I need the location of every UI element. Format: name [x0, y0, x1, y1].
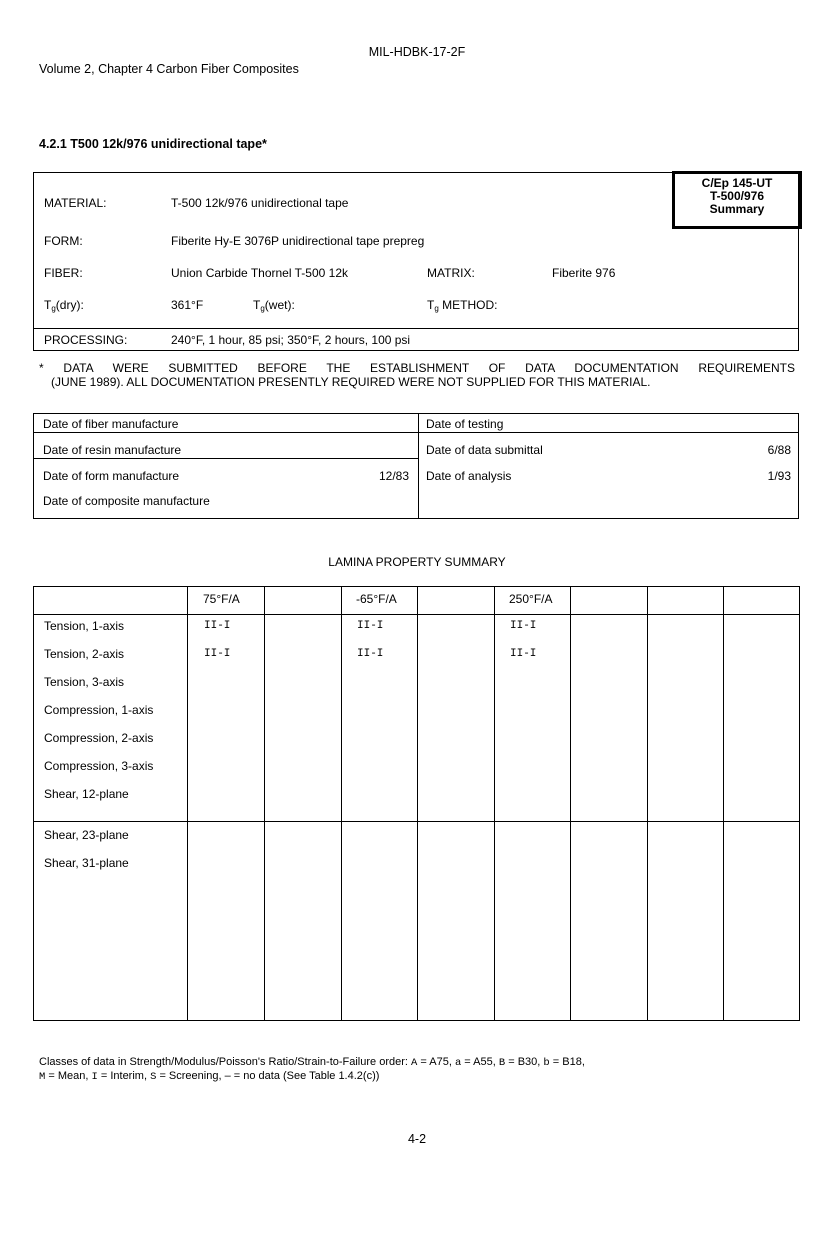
- form-value: Fiberite Hy-E 3076P unidirectional tape prepreg: [171, 234, 425, 248]
- fiber-label: FIBER:: [44, 266, 83, 280]
- lamina-col-line: [417, 587, 418, 821]
- lamina-col-line: [647, 587, 648, 821]
- lamina-col-line: [570, 821, 571, 1020]
- lamina-col-line: [723, 587, 724, 821]
- cell-tension-1-250F: II-I: [510, 620, 537, 632]
- matrix-label: MATRIX:: [427, 266, 475, 280]
- data-classes-footnote: Classes of data in Strength/Modulus/Poisson's Ratio/Strain-to-Failure order: A = A75, a = A55, B = B30, b = B18, M = Mean, I = Interim, S = Screening, – = no data (See Table 1.4.2(c)): [39, 1056, 585, 1083]
- material-value: T-500 12k/976 unidirectional tape: [171, 196, 349, 210]
- cell-tension-1-75F: II-I: [204, 620, 231, 632]
- lamina-table-lower: [33, 821, 800, 1021]
- fiber-value: Union Carbide Thornel T-500 12k: [171, 266, 348, 280]
- lamina-col-line: [494, 821, 495, 1020]
- tg-dry-label: $T_g(dry)$:: [44, 298, 84, 313]
- lamina-col-line: [264, 587, 265, 821]
- date-testing-label: Date of testing: [426, 417, 504, 431]
- dates-row-line: [34, 432, 798, 433]
- row-shear-12-plane: Shear, 12-plane: [44, 787, 129, 801]
- tg-wet-label: $T_g(wet)$:: [253, 298, 295, 313]
- lamina-col-line: [187, 587, 188, 821]
- row-tension-3-axis: Tension, 3-axis: [44, 675, 125, 689]
- lamina-col-line: [417, 821, 418, 1020]
- lamina-col-line: [264, 821, 265, 1020]
- dates-divider: [418, 414, 419, 518]
- lamina-col-line: [723, 821, 724, 1020]
- condition-250F-header: 250°F/A: [509, 592, 553, 606]
- dates-row-line: [34, 458, 418, 459]
- note-line-1: * DATA WERE SUBMITTED BEFORE THE ESTABLISHMENT OF DATA DOCUMENTATION REQUIREMENTS: [39, 361, 795, 375]
- material-id-line-3: Summary: [709, 202, 765, 216]
- condition-minus65F-header: -65°F/A: [356, 592, 397, 606]
- cell-tension-2-minus65F: II-I: [357, 648, 384, 660]
- date-resin-label: Date of resin manufacture: [43, 443, 182, 457]
- lamina-col-line: [187, 821, 188, 1020]
- document-id: MIL-HDBK-17-2F: [368, 45, 466, 59]
- lamina-col-line: [341, 821, 342, 1020]
- documentation-note: [39, 361, 795, 389]
- lamina-col-line: [570, 587, 571, 821]
- volume-chapter: Volume 2, Chapter 4 Carbon Fiber Composites: [39, 62, 299, 76]
- processing-divider: [34, 328, 798, 329]
- material-id-line-1: C/Ep 145-UT: [701, 176, 773, 190]
- date-submittal-label: Date of data submittal: [426, 443, 543, 457]
- cell-tension-2-75F: II-I: [204, 648, 231, 660]
- lamina-header-line: [34, 614, 799, 615]
- processing-value: 240°F, 1 hour, 85 psi; 350°F, 2 hours, 100 psi: [171, 333, 411, 347]
- date-analysis-value: 1/93: [767, 469, 791, 483]
- lamina-col-line: [647, 821, 648, 1020]
- dates-table: [33, 413, 799, 519]
- matrix-value: Fiberite 976: [552, 266, 616, 280]
- material-info-box: [33, 172, 799, 351]
- row-tension-1-axis: Tension, 1-axis: [44, 619, 125, 633]
- form-label: FORM:: [44, 234, 83, 248]
- page-number: 4-2: [407, 1132, 427, 1146]
- material-id-box: [672, 171, 802, 229]
- cell-tension-1-minus65F: II-I: [357, 620, 384, 632]
- date-fiber-label: Date of fiber manufacture: [43, 417, 179, 431]
- tg-dry-value: 361°F: [171, 298, 204, 312]
- lamina-col-line: [341, 587, 342, 821]
- row-compression-3-axis: Compression, 3-axis: [44, 759, 154, 773]
- row-shear-31-plane: Shear, 31-plane: [44, 856, 129, 870]
- row-compression-1-axis: Compression, 1-axis: [44, 703, 154, 717]
- lamina-property-table: [33, 586, 800, 822]
- row-shear-23-plane: Shear, 23-plane: [44, 828, 129, 842]
- condition-75F-header: 75°F/A: [203, 592, 240, 606]
- lamina-col-line: [494, 587, 495, 821]
- cell-tension-2-250F: II-I: [510, 648, 537, 660]
- row-compression-2-axis: Compression, 2-axis: [44, 731, 154, 745]
- row-tension-2-axis: Tension, 2-axis: [44, 647, 125, 661]
- lamina-summary-title: LAMINA PROPERTY SUMMARY: [328, 555, 506, 569]
- processing-label: PROCESSING:: [44, 333, 128, 347]
- material-id-line-2: T-500/976: [709, 189, 765, 203]
- date-form-label: Date of form manufacture: [43, 469, 180, 483]
- date-form-value: 12/83: [378, 469, 409, 483]
- material-label: MATERIAL:: [44, 196, 107, 210]
- section-title: 4.2.1 T500 12k/976 unidirectional tape*: [39, 137, 267, 151]
- date-analysis-label: Date of analysis: [426, 469, 512, 483]
- date-submittal-value: 6/88: [767, 443, 791, 457]
- tg-method-label: $T_g$ METHOD:: [427, 298, 498, 313]
- note-line-2: (JUNE 1989). ALL DOCUMENTATION PRESENTLY REQUIRED WERE NOT SUPPLIED FOR THIS MATERIAL.: [51, 375, 651, 389]
- date-composite-label: Date of composite manufacture: [43, 494, 210, 508]
